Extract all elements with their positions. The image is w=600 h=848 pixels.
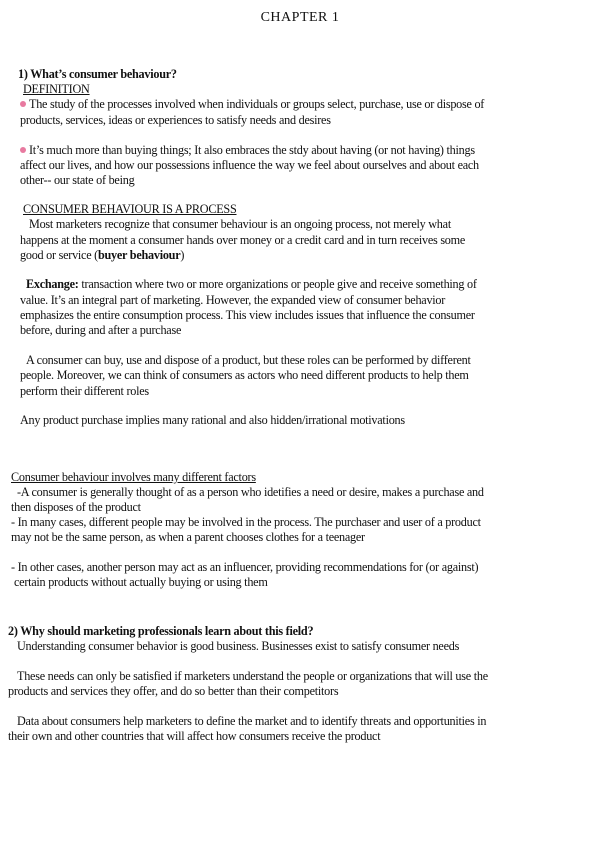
text-span: ) (180, 248, 185, 262)
paragraph-line: Any product purchase implies many rational and also hidden/irrational motivations (20, 413, 405, 427)
buyer-behaviour-term: buyer behaviour (98, 248, 181, 262)
paragraph-line: Most marketers recognize that consumer behaviour is an ongoing process, not merely what (29, 217, 451, 231)
paragraph-line: - In other cases, another person may act as an influencer, providing recommendations for (or against) (11, 560, 479, 574)
paragraph-line: products and services they offer, and do so better than their competitors (8, 684, 339, 698)
paragraph-line: certain products without actually buying or using them (14, 575, 268, 589)
paragraph-line: affect our lives, and how our possessions influence the way we feel about ourselves and about each (20, 158, 479, 172)
paragraph-line: - In many cases, different people may be involved in the process. The purchaser and user of a product (11, 515, 481, 529)
bullet-icon (20, 147, 26, 153)
paragraph-line: These needs can only be satisfied if marketers understand the people or organizations that will use the (17, 669, 488, 683)
paragraph-line: happens at the moment a consumer hands over money or a credit card and in turn receives some (20, 233, 466, 247)
definition-label: DEFINITION (23, 82, 90, 96)
paragraph-line: Data about consumers help marketers to define the market and to identify threats and opportunities in (17, 714, 487, 728)
section2-heading: 2) Why should marketing professionals learn about this field? (8, 624, 314, 638)
paragraph-line: A consumer can buy, use and dispose of a product, but these roles can be performed by different (26, 353, 471, 367)
definition-bullet-1 (20, 97, 484, 113)
paragraph-line: their own and other countries that will affect how consumers receive the product (8, 729, 381, 743)
factors-heading: Consumer behaviour involves many different factors (11, 470, 256, 484)
paragraph-line: emphasizes the entire consumption process. This view includes issues that influence the consumer (20, 308, 475, 322)
paragraph-line: people. Moreover, we can think of consumers as actors who need different products to help them (20, 368, 469, 382)
chapter-title: CHAPTER 1 (260, 10, 340, 25)
paragraph-line: The study of the processes involved when individuals or groups select, purchase, use or dispose of (29, 97, 485, 111)
paragraph-line: -A consumer is generally thought of as a person who idetifies a need or desire, makes a purchase and (17, 485, 484, 499)
paragraph-line: then disposes of the product (11, 500, 141, 514)
paragraph-line: value. It’s an integral part of marketing. However, the expanded view of consumer behavior (20, 293, 446, 307)
paragraph-line: perform their different roles (20, 384, 149, 398)
paragraph-line: other-- our state of being (20, 173, 135, 187)
paragraph-line: may not be the same person, as when a parent chooses clothes for a teenager (11, 530, 365, 544)
process-heading: CONSUMER BEHAVIOUR IS A PROCESS (23, 202, 237, 216)
exchange-term: Exchange: (26, 277, 79, 291)
text-span: transaction where two or more organizations or people give and receive something of (78, 277, 477, 291)
text-span: good or service ( (20, 248, 98, 262)
paragraph-line: before, during and after a purchase (20, 323, 182, 337)
section1-heading: 1) What’s consumer behaviour? (18, 67, 177, 81)
paragraph-line: Understanding consumer behavior is good business. Businesses exist to satisfy consumer needs (17, 639, 460, 653)
paragraph-line: It’s much more than buying things; It also embraces the stdy about having (or not having) things (29, 143, 475, 157)
paragraph-line: products, services, ideas or experiences to satisfy needs and desires (20, 113, 331, 127)
paragraph-line (20, 248, 184, 264)
exchange-paragraph (26, 277, 477, 293)
bullet-icon (20, 101, 26, 107)
definition-bullet-2 (20, 143, 475, 159)
